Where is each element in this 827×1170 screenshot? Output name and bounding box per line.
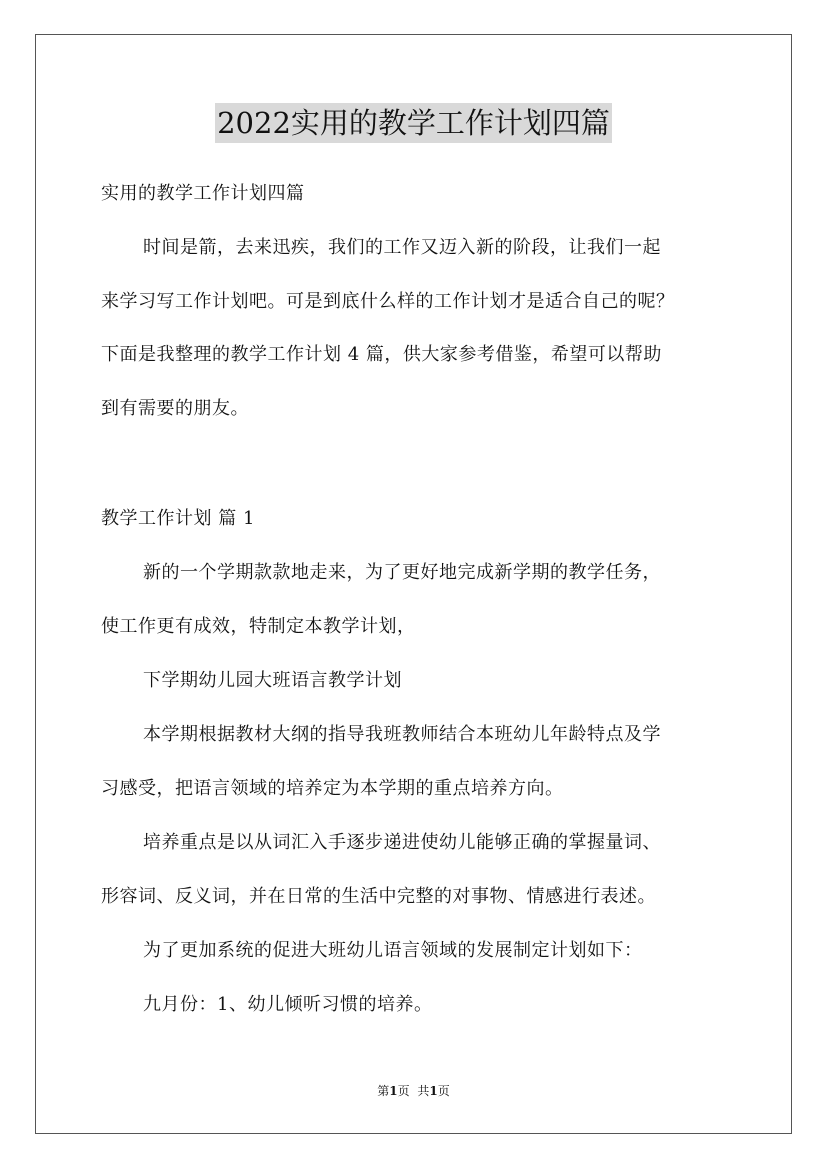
section-heading: 教学工作计划 篇 1 xyxy=(101,508,255,529)
paragraph-line: 习感受，把语言领域的培养定为本学期的重点培养方向。 xyxy=(101,778,564,799)
paragraph-line: 九月份：1、幼儿倾听习惯的培养。 xyxy=(143,994,433,1015)
total-pages: 1 xyxy=(429,1084,438,1098)
paragraph-line: 下面是我整理的教学工作计划 4 篇，供大家参考借鉴，希望可以帮助 xyxy=(101,344,662,365)
page-footer xyxy=(0,1083,827,1099)
paragraph-line: 来学习写工作计划吧。可是到底什么样的工作计划才是适合自己的呢？ xyxy=(101,291,675,312)
total-prefix: 共 xyxy=(417,1084,430,1098)
paragraph-line: 使工作更有成效，特制定本教学计划， xyxy=(101,616,416,637)
paragraph-line: 形容词、反义词，并在日常的生活中完整的对事物、情感进行表述。 xyxy=(101,886,656,907)
paragraph-line: 下学期幼儿园大班语言教学计划 xyxy=(143,670,402,691)
page-prefix: 第 xyxy=(377,1084,390,1098)
paragraph-line: 时间是箭，去来迅疾，我们的工作又迈入新的阶段，让我们一起 xyxy=(143,237,661,258)
paragraph-line: 培养重点是以从词汇入手逐步递进使幼儿能够正确的掌握量词、 xyxy=(143,832,661,853)
title-container xyxy=(0,103,827,143)
subtitle-line: 实用的教学工作计划四篇 xyxy=(101,183,305,204)
document-title: 2022实用的教学工作计划四篇 xyxy=(215,103,612,143)
paragraph-line: 新的一个学期款款地走来，为了更好地完成新学期的教学任务， xyxy=(143,562,661,583)
page-suffix: 页 xyxy=(397,1084,410,1098)
total-suffix: 页 xyxy=(437,1084,450,1098)
paragraph-line: 到有需要的朋友。 xyxy=(101,398,249,419)
paragraph-line: 本学期根据教材大纲的指导我班教师结合本班幼儿年龄特点及学 xyxy=(143,724,661,745)
paragraph-line: 为了更加系统的促进大班幼儿语言领域的发展制定计划如下： xyxy=(143,940,643,961)
page-number: 1 xyxy=(389,1084,398,1098)
